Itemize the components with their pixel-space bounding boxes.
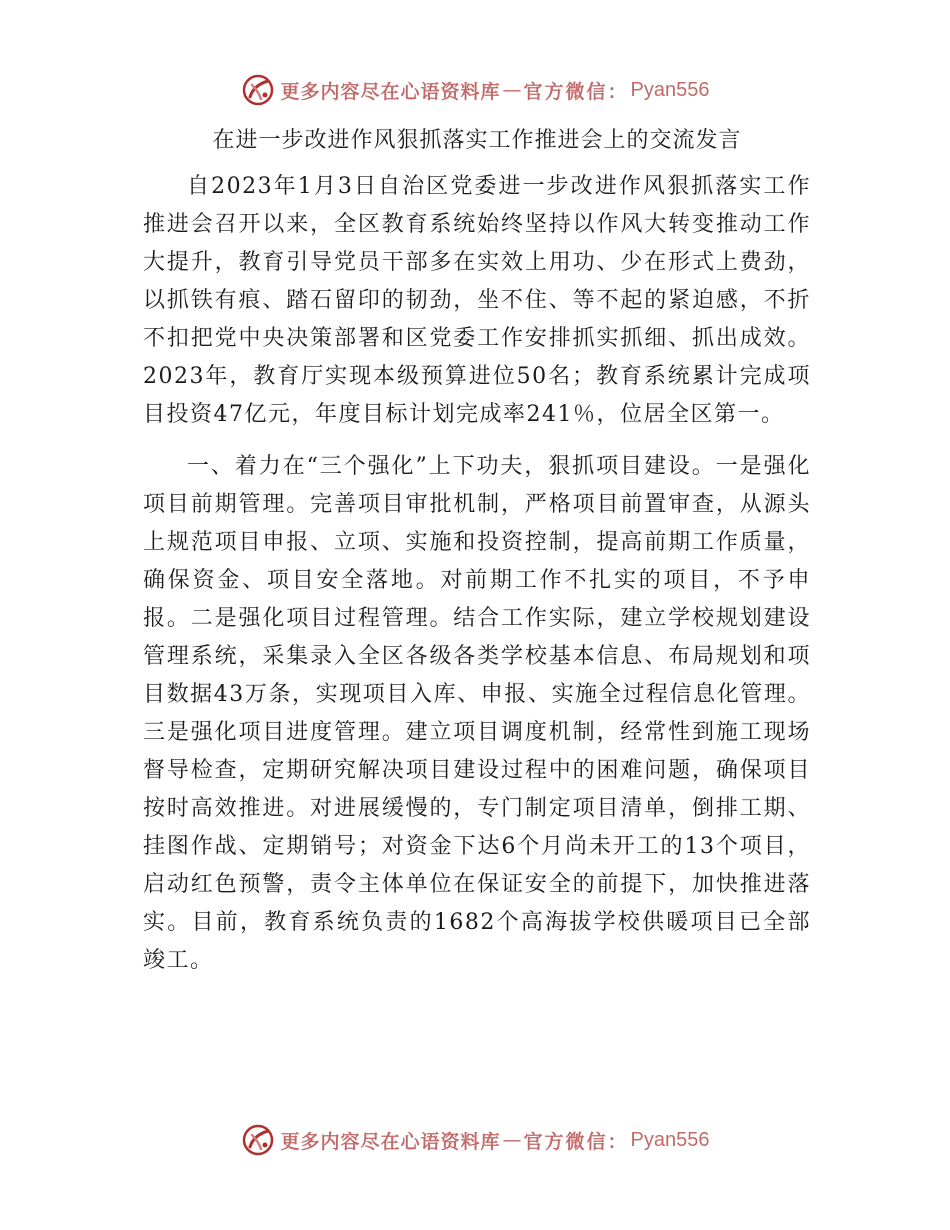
paragraph-intro: 自2023年1月3日自治区党委进一步改进作风狠抓落实工作推进会召开以来，全区教育系统始终坚持以作风大转变推动工作大提升，教育引导党员干部多在实效上用功、少在形式上费劲，以抓铁有痕、踏石留印的韧劲，坐不住、等不起的紧迫感，不折不扣把党中央决策部署和区党委工作安排抓实抓细、抓出成效。2023年，教育厅实现本级预算进位50名；教育系统累计完成项目投资47亿元，年度目标计划完成率241％，位居全区第一。 xyxy=(143,174,811,427)
document-title: 在进一步改进作风狠抓落实工作推进会上的交流发言 xyxy=(212,128,742,153)
watermark-tagline: 更多内容尽在心语资料库 xyxy=(280,80,501,103)
watermark-wechat-label: 官方微信： xyxy=(523,80,629,103)
paragraph-section-one: 一、着力在“三个强化”上下功夫，狠抓项目建设。一是强化项目前期管理。完善项目审批机制，严格项目前置审查，从源头上规范项目申报、立项、实施和投资控制，提高前期工作质量，确保资金、项目安全落地。对前期工作不扎实的项目，不予申报。二是强化项目过程管理。结合工作实际，建立学校规划建设管理系统，采集录入全区各级各类学校基本信息、布局规划和项目数据43万条，实现项目入库、申报、实施全过程信息化管理。三是强化项目进度管理。建立项目调度机制，经常性到施工现场督导检查，定期研究解决项目建设过程中的困难问题，确保项目按时高效推进。对进展缓慢的，专门制定项目清单，倒排工期、挂图作战、定期销号；对资金下达6个月尚未开工的13个项目，启动红色预警，责令主体单位在保证安全的前提下，加快推进落实。目前，教育系统负责的1682个高海拔学校供暖项目已全部竣工。 xyxy=(143,454,811,973)
watermark-wechat-label: 官方微信： xyxy=(523,1130,629,1153)
watermark-wechat-id: Pyan556 xyxy=(630,1128,710,1151)
brand-logo-icon xyxy=(241,73,275,107)
watermark-dash: — xyxy=(502,79,522,101)
document-body xyxy=(143,118,811,980)
watermark-tagline: 更多内容尽在心语资料库 xyxy=(280,1130,501,1153)
brand-logo-icon xyxy=(241,1123,275,1157)
watermark-banner-top xyxy=(0,70,950,110)
watermark-wechat-id: Pyan556 xyxy=(630,78,710,101)
watermark-banner-bottom xyxy=(0,1120,950,1160)
watermark-dash: — xyxy=(502,1129,522,1151)
